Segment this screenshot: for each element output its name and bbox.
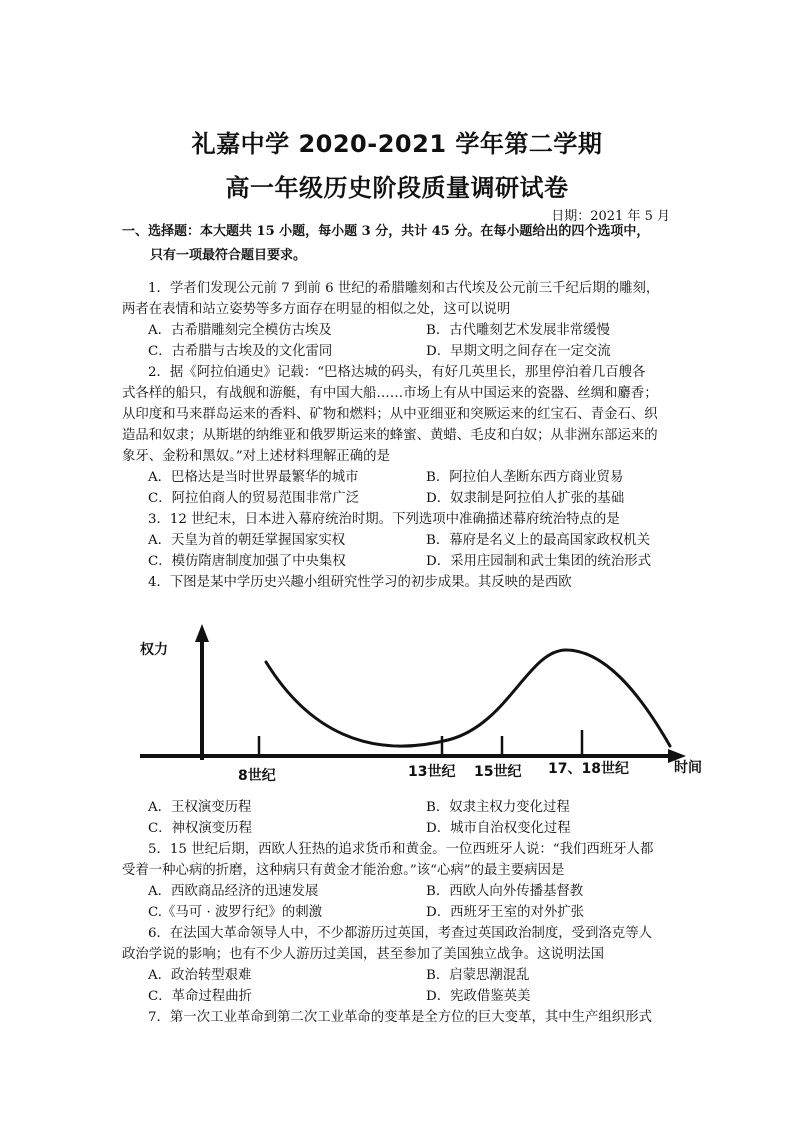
chart-tick-label-15th-century: 15世纪 xyxy=(474,764,522,780)
q4-stem-line1: 4．下图是某中学历史兴趣小组研究性学习的初步成果。其反映的是西欧 xyxy=(148,575,572,590)
chart-tick-label-17-18th-century: 17、18世纪 xyxy=(548,761,629,777)
chart-y-axis-arrow xyxy=(195,624,209,642)
exam-subject-title: 高一年级历史阶段质量调研试卷 xyxy=(225,174,569,202)
q2-option-d[interactable]: D．奴隶制是阿拉伯人扩张的基础 xyxy=(426,491,625,506)
q7-stem-line1: 7．第一次工业革命到第二次工业革命的变革是全方位的巨大变革，其中生产组织形式 xyxy=(148,1010,652,1025)
power-time-chart xyxy=(118,610,702,790)
section-instructions-line2: 只有一项最符合题目要求。 xyxy=(150,248,307,263)
q1-option-b[interactable]: B．古代雕刻艺术发展非常缓慢 xyxy=(426,323,610,338)
q3-option-c[interactable]: C．模仿隋唐制度加强了中央集权 xyxy=(148,554,346,569)
q3-option-a[interactable]: A．天皇为首的朝廷掌握国家实权 xyxy=(148,533,346,548)
section-instructions-line1: 一、选择题：本大题共 15 小题，每小题 3 分，共计 45 分。在每小题给出的四个选项中， xyxy=(122,224,650,239)
q6-option-a[interactable]: A．政治转型艰难 xyxy=(148,968,252,983)
q5-option-c[interactable]: C.《马可 · 波罗行纪》的刺激 xyxy=(148,905,323,920)
q1-option-d[interactable]: D．早期文明之间存在一定交流 xyxy=(426,344,611,359)
exam-school-title: 礼嘉中学 2020-2021 学年第二学期 xyxy=(191,130,603,158)
q1-stem-line2: 两者在表情和站立姿势等多方面存在明显的相似之处，这可以说明 xyxy=(122,302,511,317)
q4-option-b[interactable]: B．奴隶主权力变化过程 xyxy=(426,800,570,815)
q2-stem-line4: 造品和奴隶；从斯堪的纳维亚和俄罗斯运来的蜂蜜、黄蜡、毛皮和白奴；从非洲东部运来的 xyxy=(122,428,658,443)
q2-stem-line1: 2．据《阿拉伯通史》记载：“巴格达城的码头，有好几英里长，那里停泊着几百艘各 xyxy=(148,365,646,380)
q2-stem-line2: 式各样的船只，有战舰和游艇，有中国大船……市场上有从中国运来的瓷器、丝绸和麝香； xyxy=(122,386,658,401)
q5-option-b[interactable]: B．西欧人向外传播基督教 xyxy=(426,884,584,899)
q1-stem-line1: 1．学者们发现公元前 7 到前 6 世纪的希腊雕刻和古代埃及公元前三千纪后期的雕刻， xyxy=(148,281,660,296)
q6-stem-line1: 6．在法国大革命领导人中，不少都游历过英国，考查过英国政治制度，受到洛克等人 xyxy=(148,926,652,941)
q3-stem-line1: 3．12 世纪末，日本进入幕府统治时期。下列选项中准确描述幕府统治特点的是 xyxy=(148,512,620,527)
chart-x-label: 时间 xyxy=(674,760,702,776)
q2-stem-line5: 象牙、金粉和黑奴。”对上述材料理解正确的是 xyxy=(122,449,390,464)
chart-power-curve xyxy=(266,650,670,746)
q2-stem-line3: 从印度和马来群岛运来的香料、矿物和燃料；从中亚细亚和突厥运来的红宝石、青金石、织 xyxy=(122,407,658,422)
q4-option-d[interactable]: D．城市自治权变化过程 xyxy=(426,821,571,836)
q2-option-c[interactable]: C．阿拉伯商人的贸易范围非常广泛 xyxy=(148,491,360,506)
q1-option-c[interactable]: C．古希腊与古埃及的文化雷同 xyxy=(148,344,333,359)
q5-option-a[interactable]: A．西欧商品经济的迅速发展 xyxy=(148,884,319,899)
q4-option-a[interactable]: A．王权演变历程 xyxy=(148,800,252,815)
q3-option-b[interactable]: B．幕府是名义上的最高国家政权机关 xyxy=(426,533,651,548)
chart-tick-label-13th-century: 13世纪 xyxy=(408,764,456,780)
chart-y-label: 权力 xyxy=(140,642,168,658)
q3-option-d[interactable]: D．采用庄园制和武士集团的统治形式 xyxy=(426,554,651,569)
q2-option-a[interactable]: A．巴格达是当时世界最繁华的城市 xyxy=(148,470,359,485)
exam-date: 日期：2021 年 5 月 xyxy=(551,209,670,224)
q5-stem-line1: 5．15 世纪后期，西欧人狂热的追求货币和黄金。一位西班牙人说：“我们西班牙人都 xyxy=(148,842,654,857)
q2-option-b[interactable]: B．阿拉伯人垄断东西方商业贸易 xyxy=(426,470,624,485)
q6-option-d[interactable]: D．宪政借鉴英美 xyxy=(426,989,531,1004)
chart-tick-label-8th-century: 8世纪 xyxy=(238,768,276,784)
q6-stem-line2: 政治学说的影响；也有不少人游历过美国，甚至参加了美国独立战争。这说明法国 xyxy=(122,947,605,962)
q5-stem-line2: 受着一种心病的折磨，这种病只有黄金才能治愈。”该“心病”的最主要病因是 xyxy=(122,863,565,878)
q4-option-c[interactable]: C．神权演变历程 xyxy=(148,821,252,836)
q5-option-d[interactable]: D．西班牙王室的对外扩张 xyxy=(426,905,585,920)
q6-option-c[interactable]: C．革命过程曲折 xyxy=(148,989,252,1004)
section-instructions xyxy=(122,220,682,268)
q1-option-a[interactable]: A．古希腊雕刻完全模仿古埃及 xyxy=(148,323,332,338)
q6-option-b[interactable]: B．启蒙思潮混乱 xyxy=(426,968,530,983)
